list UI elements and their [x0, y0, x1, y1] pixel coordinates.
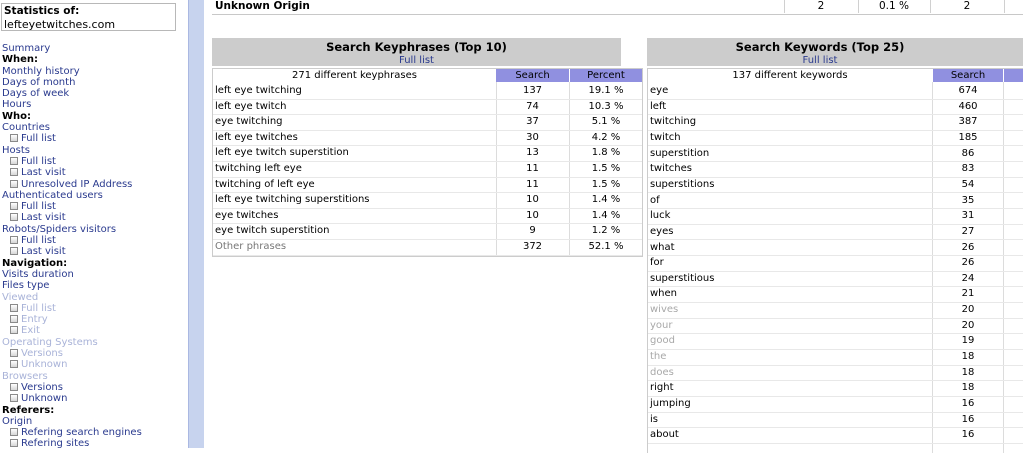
keyword-search-count: 18	[961, 382, 975, 394]
keyword-text: right	[650, 382, 674, 394]
keyphrase-percent: 4.2 %	[591, 131, 621, 143]
keyphrases-title: Search Keyphrases (Top 10)	[326, 40, 507, 54]
keyword-search-count: 35	[961, 194, 975, 206]
keyphrase-percent: 1.4 %	[591, 209, 621, 221]
menu-item-unknown: Unknown	[2, 359, 188, 370]
keywords-title: Search Keywords (Top 25)	[735, 40, 905, 54]
keyphrase-text: twitching left eye	[215, 163, 302, 174]
keyphrases-title-bar	[212, 38, 621, 66]
keywords-search-header: Search	[933, 69, 1003, 82]
keyword-text: your	[650, 319, 673, 331]
keyphrase-percent: 1.5 %	[591, 163, 621, 174]
keyword-search-count: 185	[958, 131, 978, 143]
menu-item-monthly-history[interactable]: Monthly history	[2, 65, 80, 77]
keywords-count-header: 137 different keywords	[732, 70, 848, 81]
sidebar-menu	[0, 0, 188, 448]
keyword-search-count: 83	[961, 163, 975, 175]
menu-heading-when: When:	[2, 54, 39, 66]
menu-item-days-of-month[interactable]: Days of month	[2, 76, 76, 88]
keyword-search-count: 86	[961, 147, 975, 159]
keyword-text: what	[650, 241, 675, 253]
keyphrase-text: left eye twitching	[215, 85, 302, 96]
keyphrase-text: left eye twitch	[215, 100, 287, 112]
keywords-extra-header	[1004, 69, 1023, 82]
keyword-row	[648, 130, 1023, 147]
keyword-text: superstitions	[650, 178, 715, 190]
keyword-search-count: 26	[961, 257, 975, 269]
keyword-text: is	[650, 413, 658, 425]
keyword-row	[648, 302, 1023, 319]
keyword-row	[648, 286, 1023, 303]
keyphrase-search-count: 37	[526, 116, 539, 128]
keyphrases-percent-header: Percent	[570, 69, 642, 82]
keywords-full-list-link[interactable]: Full list	[802, 55, 838, 66]
keyword-text: eye	[650, 85, 669, 96]
keyphrase-search-count: 372	[522, 241, 543, 252]
keyword-row	[648, 412, 1023, 429]
keyword-row	[648, 380, 1023, 397]
keyword-search-count: 16	[961, 398, 975, 409]
keyphrase-text: eye twitch superstition	[215, 225, 330, 237]
keyphrase-percent: 1.5 %	[591, 178, 621, 190]
origin-row	[212, 0, 1023, 15]
keyphrase-percent: 52.1 %	[588, 241, 624, 252]
origin-value-3: 2	[963, 0, 971, 12]
menu-item-authenticated-users[interactable]: Authenticated users	[2, 189, 103, 201]
keyphrase-search-count: 74	[526, 100, 539, 112]
menu-item-full-list[interactable]: Full list	[2, 235, 188, 246]
keyphrase-row	[213, 130, 642, 147]
keyword-row	[648, 333, 1023, 350]
keyword-search-count: 54	[961, 178, 975, 190]
keyword-row	[648, 114, 1023, 131]
keyphrase-text: Other phrases	[215, 241, 287, 252]
keyphrase-search-count: 10	[526, 209, 539, 221]
keyword-text: about	[650, 429, 679, 441]
menu-item-exit: Exit	[2, 325, 188, 336]
keyphrase-percent: 1.2 %	[591, 225, 621, 237]
menu-heading-who: Who:	[2, 110, 32, 122]
keyphrase-row	[213, 114, 642, 131]
keyphrase-row	[213, 161, 642, 178]
keyword-search-count: 18	[961, 351, 975, 363]
keyword-search-count: 16	[961, 429, 975, 441]
menu-item-browsers: Browsers	[2, 370, 48, 382]
sidebar-scrollbar[interactable]	[188, 0, 204, 448]
keyphrase-search-count: 9	[529, 225, 536, 237]
keyword-row	[648, 427, 1023, 444]
keyphrase-search-count: 13	[526, 147, 539, 159]
keyword-text: luck	[650, 210, 671, 222]
origin-value-1: 2	[817, 0, 825, 12]
keyword-search-count: 24	[961, 272, 975, 284]
keyphrase-text: eye twitching	[215, 116, 283, 128]
menu-heading-referers: Referers:	[2, 404, 55, 416]
keyword-row	[648, 365, 1023, 382]
keyword-search-count: 27	[961, 225, 975, 237]
keyword-text: superstition	[650, 147, 710, 159]
menu-item-versions: Versions	[2, 348, 188, 359]
keyword-text: twitching	[650, 116, 697, 128]
keyphrase-row	[213, 145, 642, 162]
keyphrase-text: left eye twitch superstition	[215, 147, 349, 159]
keyword-search-count: 16	[961, 413, 975, 425]
menu-item-viewed: Viewed	[2, 291, 39, 303]
keyword-row	[648, 177, 1023, 194]
keyword-search-count: 31	[961, 210, 975, 222]
keyword-row	[648, 396, 1023, 413]
keyphrase-search-count: 11	[526, 163, 539, 174]
menu-item-visits-duration[interactable]: Visits duration	[2, 268, 74, 280]
origin-divider	[1004, 0, 1005, 13]
keyphrase-row	[213, 177, 642, 194]
menu-item-hosts[interactable]: Hosts	[2, 144, 30, 156]
menu-item-full-list[interactable]: Full list	[2, 201, 188, 212]
keyphrases-table	[212, 68, 643, 257]
menu-item-days-of-week[interactable]: Days of week	[2, 88, 70, 100]
keyphrase-percent: 1.4 %	[591, 194, 621, 206]
keyphrase-search-count: 30	[526, 131, 539, 143]
keyphrase-text: twitching of left eye	[215, 178, 315, 190]
origin-label: Unknown Origin	[215, 0, 310, 12]
keyword-row	[648, 349, 1023, 366]
menu-item-summary[interactable]: Summary	[2, 43, 51, 54]
keyword-text: of	[650, 194, 660, 206]
keyphrase-text: eye twitches	[215, 209, 279, 221]
keyword-text: twitch	[650, 131, 681, 143]
menu-item-full-list[interactable]: Full list	[2, 156, 188, 167]
keyphrase-other-row	[213, 239, 642, 256]
keyword-text: does	[650, 366, 674, 378]
menu-item-versions[interactable]: Versions	[2, 382, 188, 393]
keyword-row	[648, 146, 1023, 163]
keyword-row	[648, 161, 1023, 178]
keyword-text: the	[650, 351, 667, 363]
menu-item-robots-spiders-visitors[interactable]: Robots/Spiders visitors	[2, 223, 117, 235]
menu-item-full-list: Full list	[2, 303, 188, 314]
keyphrases-full-list-link[interactable]: Full list	[399, 55, 434, 66]
menu-item-operating-systems: Operating Systems	[2, 336, 98, 348]
menu-item-last-visit[interactable]: Last visit	[2, 212, 188, 223]
origin-value-2: 0.1 %	[878, 0, 909, 12]
menu-item-unresolved-ip-address[interactable]: Unresolved IP Address	[2, 179, 188, 190]
menu-item-hours[interactable]: Hours	[2, 99, 32, 111]
keyword-search-count: 19	[961, 335, 975, 347]
keyword-row	[648, 224, 1023, 241]
stats-header-box	[1, 3, 176, 31]
keyword-search-count: 20	[961, 319, 975, 331]
keyphrase-text: left eye twitches	[215, 131, 298, 143]
keyword-text: for	[650, 257, 664, 269]
keywords-table	[647, 68, 1023, 453]
keyword-text: when	[650, 288, 678, 300]
keyphrase-percent: 19.1 %	[588, 85, 624, 96]
keyphrase-row	[213, 192, 642, 209]
keyphrase-row	[213, 83, 642, 100]
keyphrase-row	[213, 99, 642, 116]
keyword-text: left	[650, 100, 667, 112]
menu-heading-navigation: Navigation:	[2, 257, 68, 269]
menu-item-origin[interactable]: Origin	[2, 415, 33, 427]
keyphrase-search-count: 11	[526, 178, 539, 190]
menu-item-refering-search-engines[interactable]: Refering search engines	[2, 427, 188, 438]
keyword-search-count: 26	[961, 241, 975, 253]
keyword-text: eyes	[650, 225, 674, 237]
menu-item-files-type[interactable]: Files type	[2, 280, 50, 292]
menu-item-last-visit[interactable]: Last visit	[2, 246, 188, 257]
site-name: lefteyetwitches.com	[4, 18, 116, 31]
menu-item-full-list[interactable]: Full list	[2, 133, 188, 144]
keyword-row	[648, 240, 1023, 257]
keyword-row	[648, 318, 1023, 335]
keyword-row	[648, 255, 1023, 272]
keyword-search-count: 674	[958, 85, 978, 96]
keyphrase-row	[213, 223, 642, 240]
keyword-text: good	[650, 335, 675, 347]
keyword-row	[648, 83, 1023, 100]
keyword-search-count: 21	[961, 288, 975, 300]
menu-item-entry: Entry	[2, 314, 188, 325]
menu-list	[2, 43, 188, 448]
keyword-text: jumping	[650, 398, 691, 409]
menu-item-refering-sites[interactable]: Refering sites	[2, 438, 188, 448]
keyphrase-row	[213, 208, 642, 225]
keyword-text: superstitious	[650, 272, 715, 284]
keywords-title-bar	[647, 38, 1023, 66]
keyphrase-text: left eye twitching superstitions	[215, 194, 370, 206]
keyphrase-search-count: 137	[522, 85, 543, 96]
menu-item-countries[interactable]: Countries	[2, 122, 50, 134]
keyphrase-percent: 10.3 %	[588, 100, 624, 112]
stats-label: Statistics of:	[4, 5, 80, 17]
keyphrase-percent: 5.1 %	[591, 116, 621, 128]
keyword-row	[648, 271, 1023, 288]
keyword-row	[648, 193, 1023, 210]
keyword-search-count: 18	[961, 366, 975, 378]
keyword-search-count: 20	[961, 304, 975, 316]
menu-item-last-visit[interactable]: Last visit	[2, 167, 188, 178]
keyword-search-count: 387	[958, 116, 978, 128]
keyphrase-percent: 1.8 %	[591, 147, 621, 159]
keyword-row	[648, 99, 1023, 116]
menu-item-unknown[interactable]: Unknown	[2, 393, 188, 404]
keyword-text: twitches	[650, 163, 692, 175]
keyphrases-search-header: Search	[496, 69, 569, 82]
keyword-row	[648, 208, 1023, 225]
keyword-text: wives	[650, 304, 679, 316]
keyphrases-count-header: 271 different keyphrases	[292, 70, 417, 81]
keyword-search-count: 460	[958, 100, 978, 112]
keyphrase-search-count: 10	[526, 194, 539, 206]
